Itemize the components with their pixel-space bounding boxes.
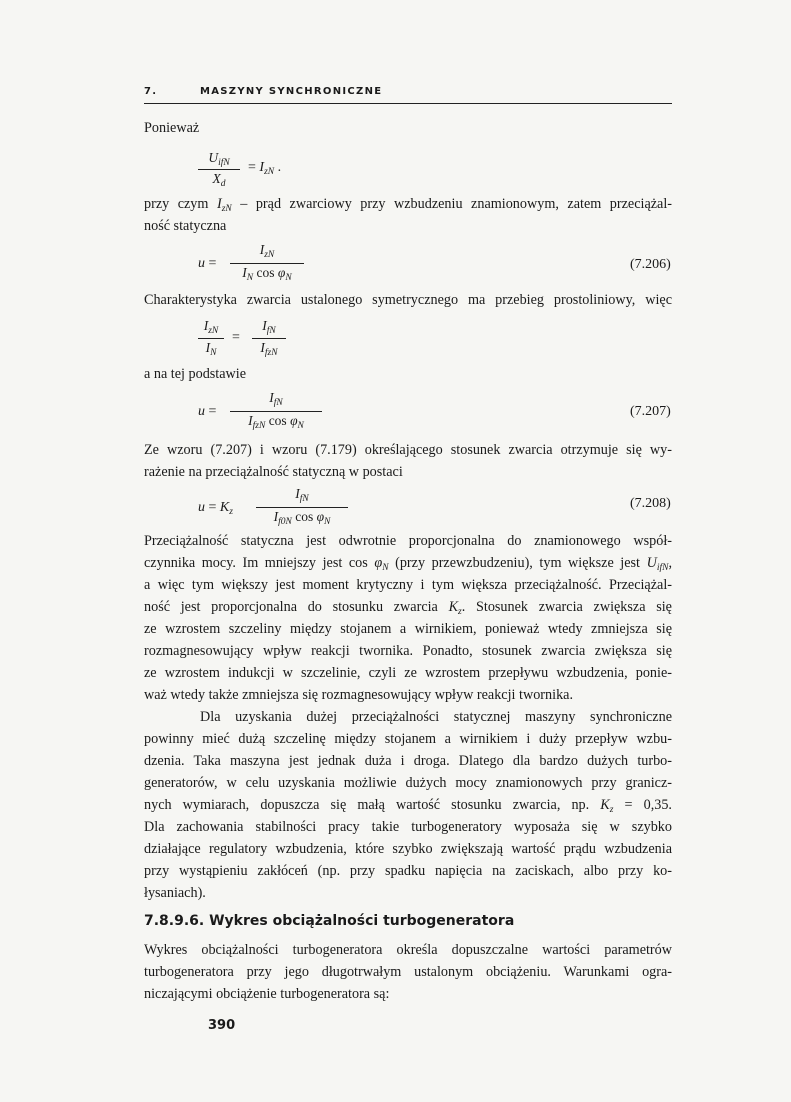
eq206-lhs: u = xyxy=(198,256,217,271)
eq1-fraction-bar xyxy=(198,169,240,170)
paragraph-ze-wzoru-line-1: Ze wzoru (7.207) i wzoru (7.179) określającego stosunek zwarcia otrzymuje się wy- xyxy=(144,442,672,458)
p7-line-6: Dla zachowania stabilności pracy takie turbogeneratory wyposaża się w szybko xyxy=(144,819,672,835)
eq206-numerator: $I_{zN}$ xyxy=(259,242,275,260)
running-header xyxy=(144,86,668,97)
paragraph-a-na-tej-podstawie: a na tej podstawie xyxy=(144,366,247,382)
equation-number-7-208: (7.208) xyxy=(630,496,671,511)
paragraph-ponieważ: Ponieważ xyxy=(144,120,200,136)
p6-line-7: ze wzrostem indukcji w szczelinie, czyli ze wzrostem przepływu wzbudzenia, ponie- xyxy=(144,665,672,681)
p8-line-2: turbogeneratora przy jego długotrwałym ustalonym obciążeniu. Warunkami ogra- xyxy=(144,964,672,980)
p7-line-7: działające regulatory wzbudzenia, które szybko zwiększają wartość prądu wzbudzenia xyxy=(144,841,672,857)
p6-line-1: Przeciążalność statyczna jest odwrotnie proporcjonalna do znamionowego współ- xyxy=(144,533,672,549)
eq207-denominator: $I_{fzN}$ $\cos \varphi_N$ xyxy=(248,413,304,431)
p7-line-5: nych wymiarach, dopuszcza się małą wartość stosunku zwarcia, np. $K_z = 0,35$. xyxy=(144,797,672,815)
p8-line-1: Wykres obciążalności turbogeneratora określa dopuszczalne wartości parametrów xyxy=(144,942,672,958)
ratio-fraction-bar-2 xyxy=(252,338,286,339)
eq206-denominator: $I_N$ $\cos \varphi_N$ xyxy=(242,265,292,283)
p6-line-5: ze wzrostem szczeliny między stojanem a wirnikiem, ponieważ wtedy zmniejsza się xyxy=(144,621,672,637)
ratio-denominator-2: $I_{fzN}$ xyxy=(260,340,278,358)
eq207-lhs: u = xyxy=(198,404,217,419)
ratio-denominator-1: $I_N$ xyxy=(205,340,217,358)
equation-number-7-207: (7.207) xyxy=(630,404,671,419)
paragraph-ze-wzoru-line-2: rażenie na przeciążalność statyczną w postaci xyxy=(144,464,403,480)
p7-line-1: Dla uzyskania dużej przeciążalności statycznej maszyny synchroniczne xyxy=(200,709,672,725)
paragraph-przy-czym-line-1: przy czym $I_{zN}$ – prąd zwarciowy przy wzbudzeniu znamionowym, zatem przeciążal- xyxy=(144,196,673,214)
paragraph-przy-czym-line-2: ność statyczna xyxy=(144,218,227,234)
section-heading: 7.8.9.6. Wykres obciążalności turbogeneratora xyxy=(144,913,515,929)
paragraph-charakterystyka: Charakterystyka zwarcia ustalonego symetrycznego ma przebieg prostoliniowy, więc xyxy=(144,292,672,308)
chapter-title: MASZYNY SYNCHRONICZNE xyxy=(200,86,383,97)
p6-line-6: rozmagnesowujący wpływ reakcji twornika. Ponadto, stosunek zwarcia zwiększa się xyxy=(144,643,672,659)
eq207-numerator: $I_{fN}$ xyxy=(269,390,283,408)
eq1-rhs: = $I_{zN}$ . xyxy=(248,160,282,177)
equation-number-7-206: (7.206) xyxy=(630,257,671,272)
p7-line-8: przy wystąpieniu zakłóceń (np. przy spadku napięcia na zaciskach, albo przy ko- xyxy=(144,863,672,879)
p6-line-4: ność jest proporcjonalna do stosunku zwarcia $K_z$. Stosunek zwarcia zwiększa się xyxy=(144,599,672,617)
eq1-numerator: $U_{ifN}$ xyxy=(208,150,230,168)
p7-line-9: łysaniach). xyxy=(144,885,206,901)
eq208-lhs: $u = K_z$ xyxy=(198,500,233,517)
ratio-fraction-bar-1 xyxy=(198,338,224,339)
ratio-numerator-2: $I_{fN}$ xyxy=(262,318,276,336)
p6-line-3: a więc tym większy jest moment krytyczny i tym większa przeciążalność. Przeciążal- xyxy=(144,577,672,593)
eq206-fraction-bar xyxy=(230,263,304,264)
p6-line-8: waż wtedy także zmniejsza się rozmagnesowujący wpływ reakcji twornika. xyxy=(144,687,574,703)
ratio-numerator-1: $I_{zN}$ xyxy=(203,318,219,336)
eq208-fraction-bar xyxy=(256,507,348,508)
p7-line-3: dzenia. Taka maszyna jest jednak duża i droga. Dlatego dla bardzo dużych turbo- xyxy=(144,753,672,769)
header-rule xyxy=(144,103,672,104)
p7-line-4: generatorów, w celu uzyskania możliwie dużych mocy znamionowych przy granicz- xyxy=(144,775,672,791)
p7-line-2: powinny mieć dużą szczelinę między stojanem a wirnikiem i duży przepływ wzbu- xyxy=(144,731,672,747)
eq208-numerator: $I_{fN}$ xyxy=(295,486,309,504)
p6-line-2: czynnika mocy. Im mniejszy jest $\cos \varphi_N$ (przy przewzbudzeniu), tym większe jest $U_{ifN}$, xyxy=(144,555,672,573)
ratio-equals: = xyxy=(232,330,240,345)
p8-line-3: niczającymi obciążenie turbogeneratora są: xyxy=(144,986,390,1002)
eq207-fraction-bar xyxy=(230,411,322,412)
eq208-denominator: $I_{f0N}$ $\cos \varphi_N$ xyxy=(273,509,331,527)
chapter-number: 7. xyxy=(144,86,158,97)
page-number: 390 xyxy=(208,1018,236,1033)
eq1-denominator: $X_d$ xyxy=(212,171,226,189)
